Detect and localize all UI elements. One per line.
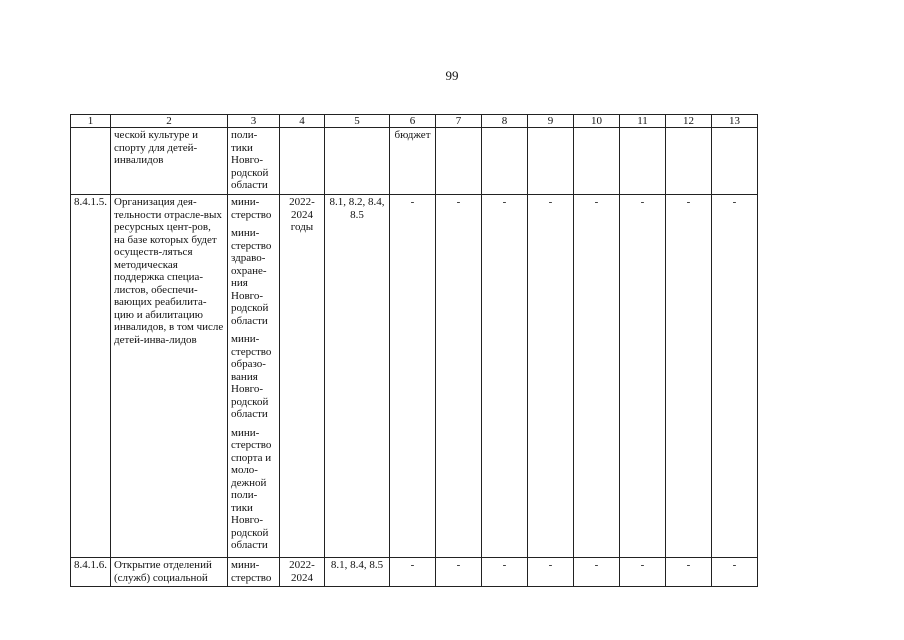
value-cell: - [620,195,666,558]
target-indicators: 8.1, 8.4, 8.5 [325,558,390,587]
target-indicators [325,128,390,195]
value-cell: - [528,558,574,587]
page-number: 99 [445,68,459,83]
executor: мини-стерство здраво-охране-ния Новго-родской области [231,227,272,327]
target-indicators: 8.1, 8.2, 8.4, 8.5 [325,195,390,558]
row-number [71,128,111,195]
value-cell: - [436,558,482,587]
value-cell [436,128,482,195]
value-cell: - [666,195,712,558]
column-header: 11 [620,115,666,128]
column-header: 13 [712,115,758,128]
table-row [71,195,758,558]
funding-source: - [390,195,436,558]
column-header: 10 [574,115,620,128]
value-cell: - [574,558,620,587]
value-cell: - [712,558,758,587]
funding-source: - [390,558,436,587]
executor: мини-стерство [231,559,272,584]
column-header: 12 [666,115,712,128]
period [280,128,325,195]
column-header: 2 [111,115,228,128]
column-header: 5 [325,115,390,128]
table-row [71,128,758,195]
value-cell [528,128,574,195]
column-header: 1 [71,115,111,128]
funding-source: бюджет [390,128,436,195]
program-table [70,114,758,587]
value-cell [482,128,528,195]
value-cell [712,128,758,195]
activity-name: Организация дея-тельности отрасле-вых ресурсных цент-ров, на базе которых будет осуществ-ляться методическая поддержка специа-листов, обеспечи-вающих реабилита-цию и абилитацию инвалидов, в том числе детей-инва-лидов [111,195,228,558]
executor-cell [228,558,280,587]
value-cell [620,128,666,195]
table-row [71,558,758,587]
value-cell: - [482,558,528,587]
column-header: 8 [482,115,528,128]
value-cell: - [620,558,666,587]
value-cell: - [482,195,528,558]
activity-name: Открытие отделений (служб) социальной [111,558,228,587]
value-cell: - [574,195,620,558]
column-header: 6 [390,115,436,128]
row-number: 8.4.1.5. [71,195,111,558]
period: 2022-2024 [280,558,325,587]
value-cell: - [712,195,758,558]
executor-cell [228,128,280,195]
value-cell: - [528,195,574,558]
executor: мини-стерство спорта и моло-дежной поли-тики Новго-родской области [231,426,272,551]
executor: мини-стерство [231,196,272,221]
activity-name: ческой культуре и спорту для детей-инвалидов [111,128,228,195]
column-header: 3 [228,115,280,128]
executor: мини-стерство образо-вания Новго-родской области [231,333,272,420]
value-cell: - [436,195,482,558]
executor: поли-тики Новго-родской области [231,129,269,191]
period: 2022-2024 годы [280,195,325,558]
value-cell [574,128,620,195]
column-header: 9 [528,115,574,128]
value-cell: - [666,558,712,587]
value-cell [666,128,712,195]
column-header: 4 [280,115,325,128]
column-number-row [71,115,758,128]
row-number: 8.4.1.6. [71,558,111,587]
executor-cell [228,195,280,558]
column-header: 7 [436,115,482,128]
